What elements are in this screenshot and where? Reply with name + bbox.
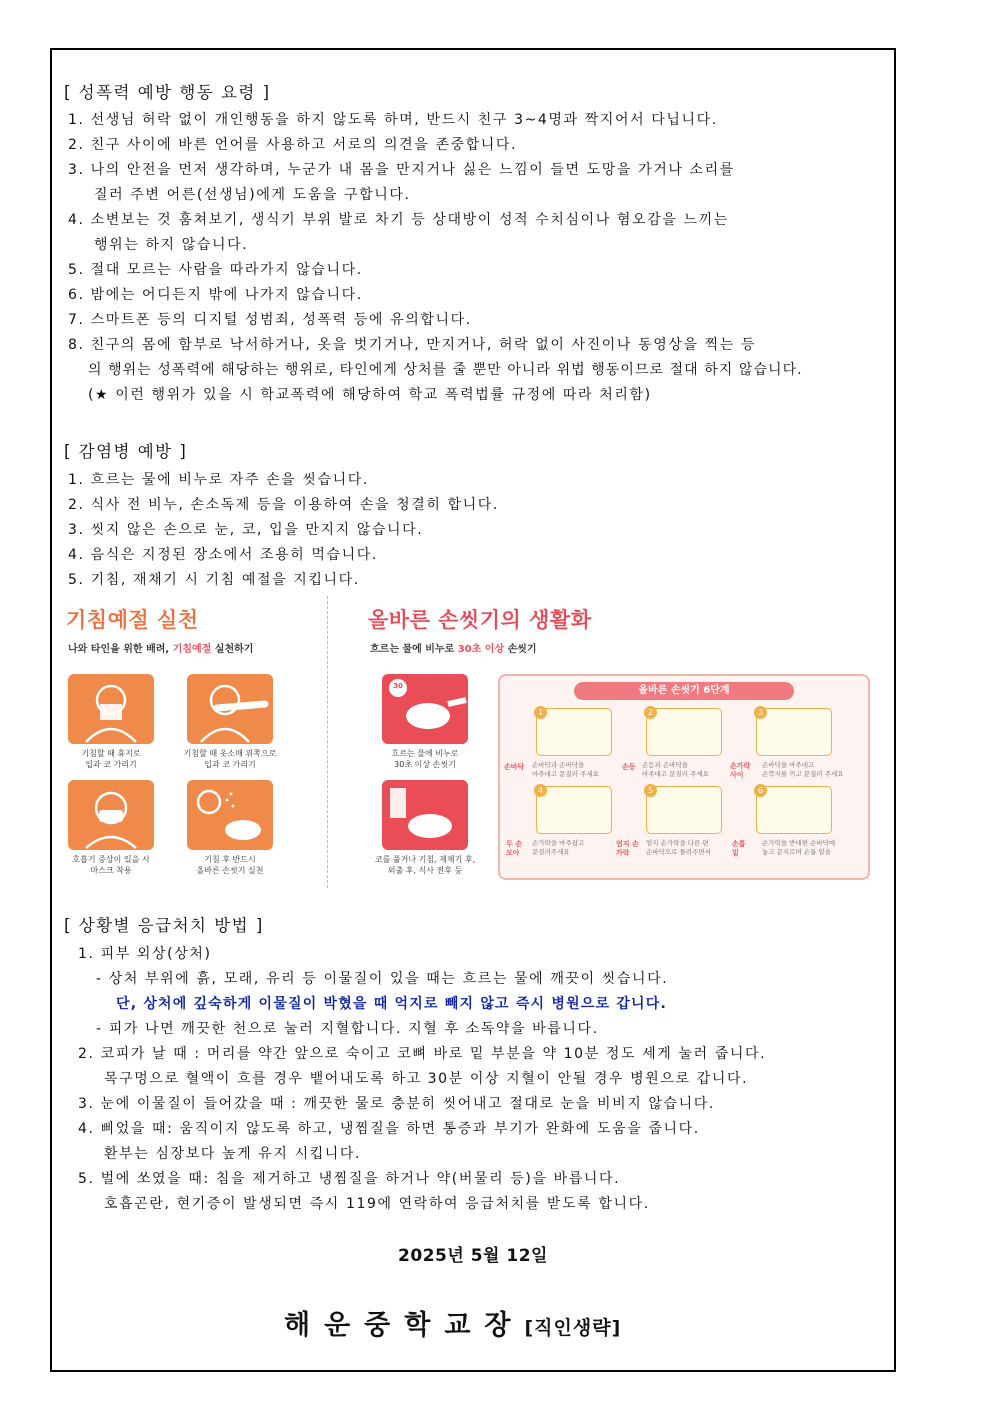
wash-after-cough-icon bbox=[187, 780, 273, 850]
handwashing-title: 올바른 손씻기의 생활화 bbox=[368, 608, 592, 632]
handwashing-steps-panel bbox=[498, 674, 870, 880]
seal-omitted-note: [직인생략] bbox=[524, 1317, 622, 1339]
step-2-icon: 2 bbox=[646, 708, 722, 756]
list-item: 2. 친구 사이에 바른 언어를 사용하고 서로의 의견을 존중합니다. bbox=[68, 137, 518, 153]
section-title-sexual-violence: [ 성폭력 예방 행동 요령 ] bbox=[64, 83, 271, 102]
list-item: 2. 코피가 날 때 : 머리를 약간 앞으로 숙이고 코뼈 바로 밑 부분을 약 10분 정도 세게 눌러 줍니다. bbox=[78, 1046, 767, 1062]
section-title-infection: [ 감염병 예방 ] bbox=[64, 442, 188, 461]
caption: 기침할 때 휴지로 입과 코 가리기 bbox=[81, 749, 141, 769]
step-3-icon: 3 bbox=[756, 708, 832, 756]
handwash-30sec-icon bbox=[382, 674, 468, 744]
list-item: 3. 나의 안전을 먼저 생각하며, 누군가 내 몸을 만지거나 싫은 느낌이 들면 도망을 가거나 소리를 bbox=[68, 162, 735, 178]
list-item: 6. 밤에는 어디든지 밖에 나가지 않습니다. bbox=[68, 287, 363, 303]
step-5-icon: 5 bbox=[646, 786, 722, 834]
warning-note: 단, 상처에 깊숙하게 이물질이 박혔을 때 억지로 빼지 않고 즉시 병원으로 갑니다. bbox=[116, 996, 668, 1012]
hygiene-infographic bbox=[62, 596, 872, 888]
step-name: 손가락 사이 bbox=[730, 762, 751, 779]
step-name: 손바닥 bbox=[504, 763, 525, 771]
list-item: 4. 삐었을 때: 움직이지 않도록 하고, 냉찜질을 하면 통증과 부기가 완화에 도움을 줍니다. bbox=[78, 1121, 700, 1137]
list-item: 3. 눈에 이물질이 들어갔을 때 : 깨끗한 물로 충분히 씻어내고 절대로 눈을 비비지 않습니다. bbox=[78, 1096, 715, 1112]
list-item: 1. 흐르는 물에 비누로 자주 손을 씻습니다. bbox=[68, 472, 369, 488]
list-item: 8. 친구의 몸에 함부로 낙서하거나, 옷을 벗기거나, 만지거나, 허락 없이 사진이나 동영상을 찍는 등 bbox=[68, 337, 757, 353]
caption: 흐르는 물에 비누로 30초 이상 손씻기 bbox=[391, 749, 459, 769]
cough-etiquette-title: 기침예절 실천 bbox=[66, 608, 199, 632]
caption: 코를 풀거나 기침, 재채기 후, 외출 후, 식사 전후 등 bbox=[374, 855, 476, 875]
list-item: - 피가 나면 깨끗한 천으로 눌러 지혈합니다. 지혈 후 소독약을 바릅니다. bbox=[96, 1021, 599, 1037]
step-desc: 손가락을 반대편 손바닥에 놓고 문지르며 손톱 밑을 bbox=[762, 839, 836, 856]
step-4-icon: 4 bbox=[536, 786, 612, 834]
caption: 기침 후 반드시 올바른 손씻기 실천 bbox=[196, 855, 264, 875]
list-item: 1. 피부 외상(상처) bbox=[78, 946, 212, 962]
section-title-first-aid: [ 상황별 응급처치 방법 ] bbox=[64, 916, 264, 935]
list-item: 4. 소변보는 것 훔쳐보기, 생식기 부위 발로 차기 등 상대방이 성적 수치심이나 혐오감을 느끼는 bbox=[68, 212, 729, 228]
document-date: 2025년 5월 12일 bbox=[398, 1246, 548, 1266]
step-desc: 엄지 손가락을 다른 편 손바닥으로 돌려주면서 bbox=[646, 839, 711, 856]
signature-line bbox=[284, 1303, 621, 1342]
step-6-icon: 6 bbox=[756, 786, 832, 834]
steps-title: 올바른 손씻기 6단계 bbox=[574, 682, 794, 700]
cough-etiquette-subtitle: 나와 타인을 위한 배려, 기침예절 실천하기 bbox=[68, 644, 254, 655]
step-desc: 손바닥을 마주대고 손깍지를 끼고 문질러 주세요 bbox=[762, 761, 844, 778]
list-item: 3. 씻지 않은 손으로 눈, 코, 입을 만지지 않습니다. bbox=[68, 522, 424, 538]
handwash-timing-icon bbox=[382, 780, 468, 850]
list-item: 1. 선생님 허락 없이 개인행동을 하지 않도록 하며, 반드시 친구 3~4명과 짝지어서 다닙니다. bbox=[68, 112, 718, 128]
timer-badge: 30 bbox=[393, 682, 403, 690]
list-item: 7. 스마트폰 등의 디지털 성범죄, 성폭력 등에 유의합니다. bbox=[68, 312, 472, 328]
list-item: 의 행위는 성폭력에 해당하는 행위로, 타인에게 상처를 줄 뿐만 아니라 위법 행동이므로 절대 하지 않습니다. bbox=[88, 362, 803, 378]
caption: 호흡기 증상이 있을 시 마스크 착용 bbox=[72, 855, 150, 875]
list-item: 4. 음식은 지정된 장소에서 조용히 먹습니다. bbox=[68, 547, 378, 563]
cough-sleeve-icon bbox=[187, 674, 273, 744]
list-item: 5. 기침, 재채기 시 기침 예절을 지킵니다. bbox=[68, 572, 360, 588]
list-item: 2. 식사 전 비누, 손소독제 등을 이용하여 손을 청결히 합니다. bbox=[68, 497, 499, 513]
step-name: 두 손 모아 bbox=[506, 840, 522, 857]
handwashing-subtitle: 흐르는 물에 비누로 30초 이상 손씻기 bbox=[370, 644, 537, 655]
step-name: 손등 bbox=[622, 763, 636, 771]
divider bbox=[327, 596, 328, 888]
list-item: 환부는 심장보다 높게 유지 시킵니다. bbox=[104, 1146, 362, 1162]
face-mask-icon bbox=[68, 780, 154, 850]
list-item: 5. 벌에 쏘였을 때: 침을 제거하고 냉찜질을 하거나 약(버물리 등)을 바릅니다. bbox=[78, 1171, 621, 1187]
list-item: - 상처 부위에 흙, 모래, 유리 등 이물질이 있을 때는 흐르는 물에 깨끗이 씻습니다. bbox=[96, 971, 669, 987]
principal-title: 해운중학교장 bbox=[284, 1310, 525, 1341]
list-item: 5. 절대 모르는 사람을 따라가지 않습니다. bbox=[68, 262, 363, 278]
caption: 기침할 때 옷소매 위쪽으로 입과 코 가리기 bbox=[183, 749, 277, 769]
step-1-icon: 1 bbox=[536, 708, 612, 756]
list-item: 호흡곤란, 현기증이 발생되면 즉시 119에 연락하여 응급처치를 받도록 합니다. bbox=[104, 1196, 650, 1212]
step-name: 손톱 밑 bbox=[732, 840, 746, 857]
step-desc: 손등과 손바닥을 마주대고 문질러 주세요 bbox=[642, 761, 709, 778]
step-desc: 손바닥과 손바닥을 마주대고 문질러 주세요 bbox=[532, 761, 599, 778]
step-name: 엄지 손가락 bbox=[616, 840, 639, 857]
cough-tissue-icon bbox=[68, 674, 154, 744]
list-item: 목구멍으로 혈액이 흐를 경우 뱉어내도록 하고 30분 이상 지혈이 안될 경우 병원으로 갑니다. bbox=[104, 1071, 749, 1087]
list-item: 행위는 하지 않습니다. bbox=[94, 237, 249, 253]
list-item-note: (★ 이런 행위가 있을 시 학교폭력에 해당하여 학교 폭력법률 규정에 따라 처리함) bbox=[88, 387, 652, 403]
list-item: 질러 주변 어른(선생님)에게 도움을 구합니다. bbox=[94, 187, 411, 203]
step-desc: 손가락을 마주잡고 문질러주세요 bbox=[532, 839, 585, 856]
